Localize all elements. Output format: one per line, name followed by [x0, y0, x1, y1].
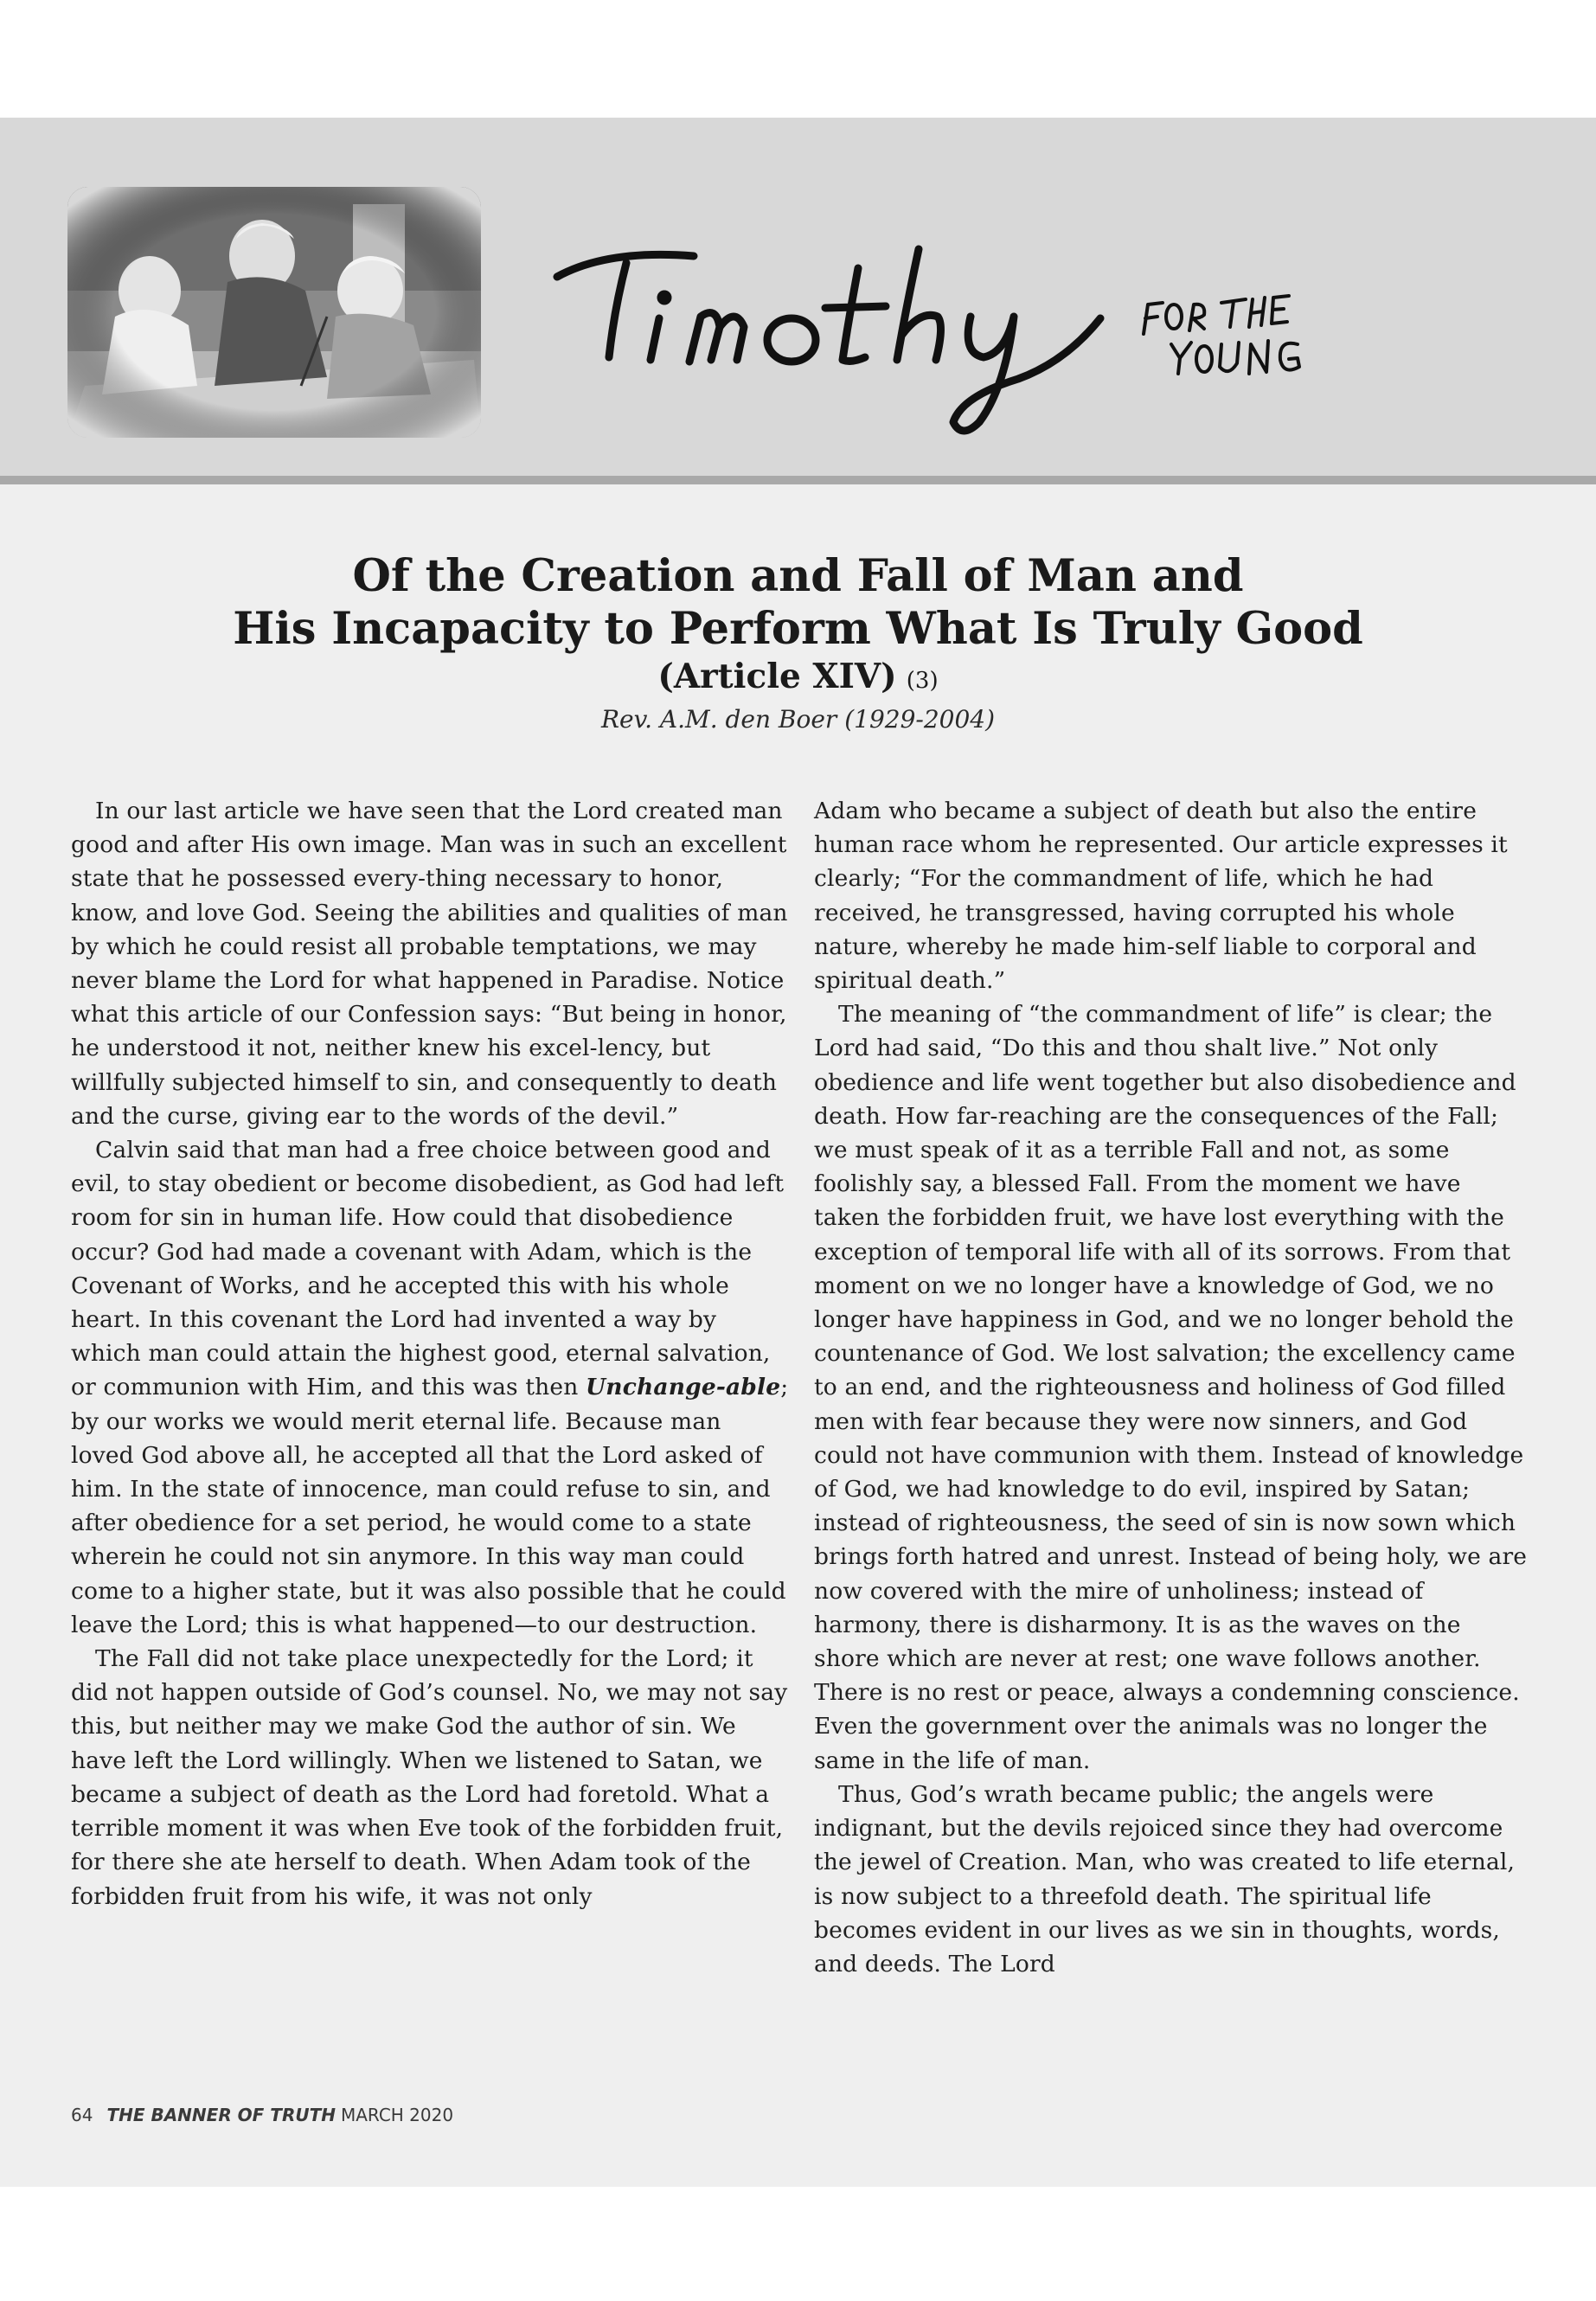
photo-illustration	[67, 187, 481, 438]
article-title-line1: Of the Creation and Fall of Man and	[352, 550, 1244, 602]
paragraph: In our last article we have seen that the Lord created man good and after His own image. Man was in such an excellent state that he possessed every-thing necessary to honor, know, and love God. Seeing the abilities and qualities of man by which he could resist all probable temptations, we may never blame the Lord for what happened in Paradise. Notice what this article of our Confession says: “But being in honor, he understood it not, neither knew his excel-lency, but willfully subjected himself to sin, and consequently to death and the curse, giving ear to the words of the devil.”	[71, 798, 788, 1130]
paragraph	[71, 1133, 789, 1642]
article-subtitle	[0, 657, 1596, 700]
page-footer	[71, 2105, 453, 2125]
magazine-name: THE BANNER OF TRUTH	[106, 2105, 336, 2125]
article-title	[0, 550, 1596, 656]
paragraph-text: ; by our works we would merit eternal life. Because man loved God above all, he accepted all that the Lord asked of him. In the state of innocence, man could refuse to sin, and after obedience for a set period, he would come to a state wherein he could not sin anymore. In this way man could come to a higher state, but it was also possible that he could leave the Lord; this is what happened—to our destruction.	[71, 1374, 789, 1638]
children-writing-photo	[67, 187, 481, 438]
masthead-banner	[0, 118, 1596, 484]
page-number: 64	[71, 2105, 93, 2125]
article-title-line2: His Incapacity to Perform What Is Truly Good	[233, 603, 1363, 655]
emphasized-word: Unchange-able	[586, 1374, 781, 1401]
article-part-number: (3)	[906, 668, 939, 694]
right-column	[814, 794, 1532, 1981]
page-background	[0, 118, 1596, 2187]
article-header	[0, 550, 1596, 736]
timothy-logo	[547, 215, 1343, 439]
left-column	[71, 794, 789, 1913]
paragraph-text: Calvin said that man had a free choice between good and evil, to stay obedient or become disobedient, as God had left room for sin in human life. How could that disobedience occur? God had made a covenant with Adam, which is the Covenant of Works, and he accepted this with his whole heart. In this covenant the Lord had invented a way by which man could attain the highest good, eternal salvation, or communion with Him, and this was then	[71, 1137, 785, 1401]
paragraph: Thus, God’s wrath became public; the angels were indignant, but the devils rejoiced since they had overcome the jewel of Creation. Man, who was created to life eternal, is now subject to a threefold death. The spiritual life becomes evident in our lives as we sin in thoughts, words, and deeds. The Lord	[814, 1780, 1516, 1977]
article-author: Rev. A.M. den Boer (1929-2004)	[600, 705, 996, 734]
paragraph: The Fall did not take place unexpectedly for the Lord; it did not happen outside of God’s counsel. No, we may not say this, but neither may we make God the author of sin. We have left the Lord willingly. When we listened to Satan, we became a subject of death as the Lord had foretold. What a terrible moment it was when Eve took of the forbidden fruit, for there she ate herself to death. When Adam took of the forbidden fruit from his wife, it was not only	[71, 1645, 788, 1910]
article-reference: (Article XIV)	[657, 657, 897, 696]
paragraph: The meaning of “the commandment of life” is clear; the Lord had said, “Do this and thou shalt live.” Not only obedience and life went together but also disobedience and death. How far-reaching are the consequences of the Fall; we must speak of it as a terrible Fall and not, as some foolishly say, a blessed Fall. From the moment we have taken the forbidden fruit, we have lost everything with the exception of temporal life with all of its sorrows. From that moment on we no longer have a knowledge of God, we no longer have happiness in God, and we no longer behold the countenance of God. We lost salvation; the excellency came to an end, and the righteousness and holiness of God filled men with fear because they were now sinners, and God could not have communion with them. Instead of knowledge of God, we had knowledge to do evil, inspired by Satan; instead of righteousness, the seed of sin is now sown which brings forth hatred and unrest. Instead of being holy, we are now covered with the mire of unholiness; instead of harmony, there is disharmony. It is as the waves on the shore which are never at rest; one wave follows another. There is no rest or peace, always a condemning conscience. Even the government over the animals was no longer the same in the life of man.	[814, 1001, 1528, 1774]
paragraph: Adam who became a subject of death but also the entire human race whom he represented. Our article expresses it clearly; “For the commandment of life, which he had received, he transgressed, having corrupted his whole nature, whereby he made him-self liable to corporal and spiritual death.”	[814, 798, 1508, 995]
issue-date: MARCH 2020	[340, 2105, 454, 2125]
